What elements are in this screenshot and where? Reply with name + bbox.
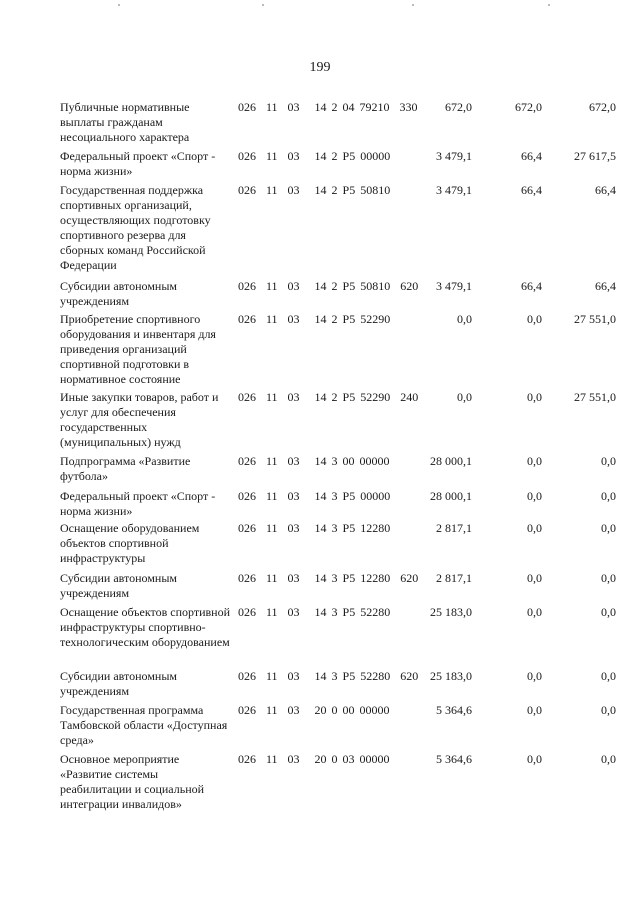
row-value-2: 66,4 bbox=[521, 279, 542, 293]
row-value-1: 0,0 bbox=[457, 312, 472, 326]
row-value-2: 66,4 bbox=[521, 149, 542, 163]
row-value-3: 0,0 bbox=[601, 605, 616, 619]
row-value-3: 0,0 bbox=[601, 669, 616, 683]
row-value-3: 27 551,0 bbox=[574, 390, 616, 404]
row-value-3: 0,0 bbox=[601, 454, 616, 468]
row-value-2: 0,0 bbox=[527, 752, 542, 766]
row-value-2: 0,0 bbox=[527, 454, 542, 468]
row-value-1: 3 479,1 bbox=[436, 183, 472, 197]
row-value-2: 0,0 bbox=[527, 605, 542, 619]
row-value-2: 0,0 bbox=[527, 703, 542, 717]
row-value-2: 0,0 bbox=[527, 390, 542, 404]
row-name: Подпрограмма «Развитие футбола» bbox=[60, 454, 191, 483]
row-value-3: 0,0 bbox=[601, 489, 616, 503]
row-name: Оснащение оборудованием объектов спортивной инфраструктуры bbox=[60, 521, 200, 565]
row-value-3: 0,0 bbox=[601, 703, 616, 717]
scan-mark bbox=[118, 4, 120, 6]
row-value-2: 0,0 bbox=[527, 489, 542, 503]
row-code: 026 11 03 20 0 00 00000 bbox=[238, 703, 390, 717]
row-name: Субсидии автономным учреждениям bbox=[60, 571, 177, 600]
row-value-2: 0,0 bbox=[527, 669, 542, 683]
row-value-1: 672,0 bbox=[445, 100, 472, 114]
row-code: 026 11 03 14 2 Р5 52290 bbox=[238, 312, 391, 326]
scan-mark bbox=[548, 4, 550, 6]
scan-mark bbox=[262, 4, 264, 6]
row-name: Государственная программа Тамбовской области «Доступная среда» bbox=[60, 703, 228, 747]
row-value-3: 0,0 bbox=[601, 521, 616, 535]
row-name: Оснащение объектов спортивной инфраструктуры спортивно-технологическим оборудованием bbox=[60, 605, 231, 649]
row-code: 026 11 03 14 3 Р5 12280 620 bbox=[238, 571, 419, 585]
row-code: 026 11 03 14 2 04 79210 330 bbox=[238, 100, 418, 114]
row-value-1: 25 183,0 bbox=[430, 605, 472, 619]
row-code: 026 11 03 14 2 Р5 00000 bbox=[238, 149, 391, 163]
row-value-1: 5 364,6 bbox=[436, 752, 472, 766]
row-code: 026 11 03 14 3 Р5 52280 620 bbox=[238, 669, 419, 683]
row-name: Федеральный проект «Спорт - норма жизни» bbox=[60, 489, 216, 518]
row-value-3: 66,4 bbox=[595, 183, 616, 197]
row-code: 026 11 03 14 3 Р5 12280 bbox=[238, 521, 391, 535]
scan-mark bbox=[412, 4, 414, 6]
row-name: Основное мероприятие «Развитие системы реабилитации и социальной интеграции инвалидов» bbox=[60, 752, 205, 811]
row-name: Публичные нормативные выплаты гражданам несоциального характера bbox=[60, 100, 190, 144]
row-code: 026 11 03 14 3 Р5 52280 bbox=[238, 605, 391, 619]
row-name: Приобретение спортивного оборудования и инвентаря для приведения организаций спортивной подготовки в нормативное состояние bbox=[60, 312, 216, 386]
row-code: 026 11 03 14 2 Р5 50810 bbox=[238, 183, 391, 197]
row-value-3: 0,0 bbox=[601, 752, 616, 766]
row-code: 026 11 03 14 2 Р5 52290 240 bbox=[238, 390, 419, 404]
row-value-3: 27 617,5 bbox=[574, 149, 616, 163]
row-name: Государственная поддержка спортивных организаций, осуществляющих подготовку спортивного резерва для сборных команд Российской Федерации bbox=[60, 183, 211, 272]
row-code: 026 11 03 20 0 03 00000 bbox=[238, 752, 390, 766]
row-code: 026 11 03 14 3 00 00000 bbox=[238, 454, 390, 468]
row-value-1: 28 000,1 bbox=[430, 454, 472, 468]
row-value-3: 27 551,0 bbox=[574, 312, 616, 326]
row-value-1: 25 183,0 bbox=[430, 669, 472, 683]
row-value-1: 28 000,1 bbox=[430, 489, 472, 503]
row-value-1: 3 479,1 bbox=[436, 279, 472, 293]
row-value-3: 672,0 bbox=[589, 100, 616, 114]
row-name: Федеральный проект «Спорт - норма жизни» bbox=[60, 149, 216, 178]
row-value-1: 2 817,1 bbox=[436, 521, 472, 535]
row-code: 026 11 03 14 3 Р5 00000 bbox=[238, 489, 391, 503]
row-value-2: 0,0 bbox=[527, 312, 542, 326]
row-value-1: 2 817,1 bbox=[436, 571, 472, 585]
page-number: 199 bbox=[309, 60, 331, 75]
row-value-3: 66,4 bbox=[595, 279, 616, 293]
row-value-2: 0,0 bbox=[527, 571, 542, 585]
row-value-1: 5 364,6 bbox=[436, 703, 472, 717]
row-name: Иные закупки товаров, работ и услуг для обеспечения государственных (муниципальных) нужд bbox=[60, 390, 219, 449]
row-value-2: 66,4 bbox=[521, 183, 542, 197]
row-name: Субсидии автономным учреждениям bbox=[60, 669, 177, 698]
row-value-3: 0,0 bbox=[601, 571, 616, 585]
row-value-1: 3 479,1 bbox=[436, 149, 472, 163]
row-value-2: 672,0 bbox=[515, 100, 542, 114]
row-value-1: 0,0 bbox=[457, 390, 472, 404]
row-name: Субсидии автономным учреждениям bbox=[60, 279, 177, 308]
row-value-2: 0,0 bbox=[527, 521, 542, 535]
row-code: 026 11 03 14 2 Р5 50810 620 bbox=[238, 279, 419, 293]
